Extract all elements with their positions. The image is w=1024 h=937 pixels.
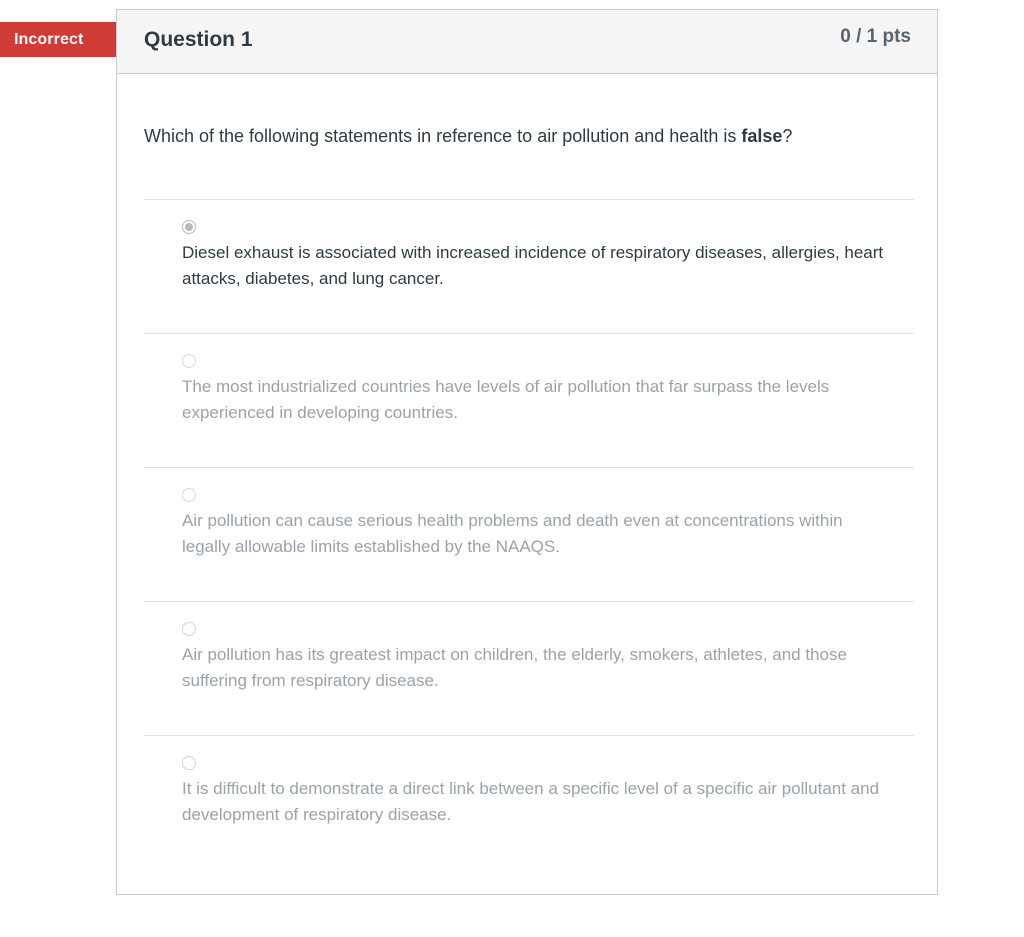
answer-option-4[interactable] bbox=[144, 601, 914, 735]
question-title: Question 1 bbox=[144, 28, 253, 51]
question-header bbox=[117, 10, 937, 74]
answer-text: It is difficult to demonstrate a direct link between a specific level of a specific air pollutant and development of respiratory disease. bbox=[182, 779, 880, 824]
answer-option-2[interactable] bbox=[144, 333, 914, 467]
radio-empty-icon[interactable] bbox=[182, 756, 196, 770]
question-text-start: Which of the following statements in reference to air pollution and health is bbox=[144, 126, 742, 146]
answer-option-5[interactable] bbox=[144, 735, 914, 869]
question-text bbox=[144, 126, 792, 147]
radio-empty-icon[interactable] bbox=[182, 354, 196, 368]
answer-list bbox=[144, 199, 914, 869]
answer-text: The most industrialized countries have levels of air pollution that far surpass the levels experienced in developing countries. bbox=[182, 377, 830, 422]
question-text-emphasis: false bbox=[741, 126, 783, 146]
status-label: Incorrect bbox=[14, 31, 84, 48]
answer-option-1[interactable] bbox=[144, 199, 914, 333]
radio-empty-icon[interactable] bbox=[182, 488, 196, 502]
radio-selected-icon[interactable] bbox=[182, 220, 196, 234]
answer-option-3[interactable] bbox=[144, 467, 914, 601]
question-card bbox=[116, 9, 938, 895]
answer-text: Diesel exhaust is associated with increased incidence of respiratory diseases, allergies, heart attacks, diabetes, and lung cancer. bbox=[182, 243, 884, 288]
answer-text: Air pollution has its greatest impact on children, the elderly, smokers, athletes, and those suffering from respiratory disease. bbox=[182, 645, 847, 690]
radio-empty-icon[interactable] bbox=[182, 622, 196, 636]
question-text-end: ? bbox=[782, 126, 793, 146]
question-points: 0 / 1 pts bbox=[840, 26, 911, 47]
answer-text: Air pollution can cause serious health problems and death even at concentrations within legally allowable limits established by the NAAQS. bbox=[182, 511, 843, 556]
